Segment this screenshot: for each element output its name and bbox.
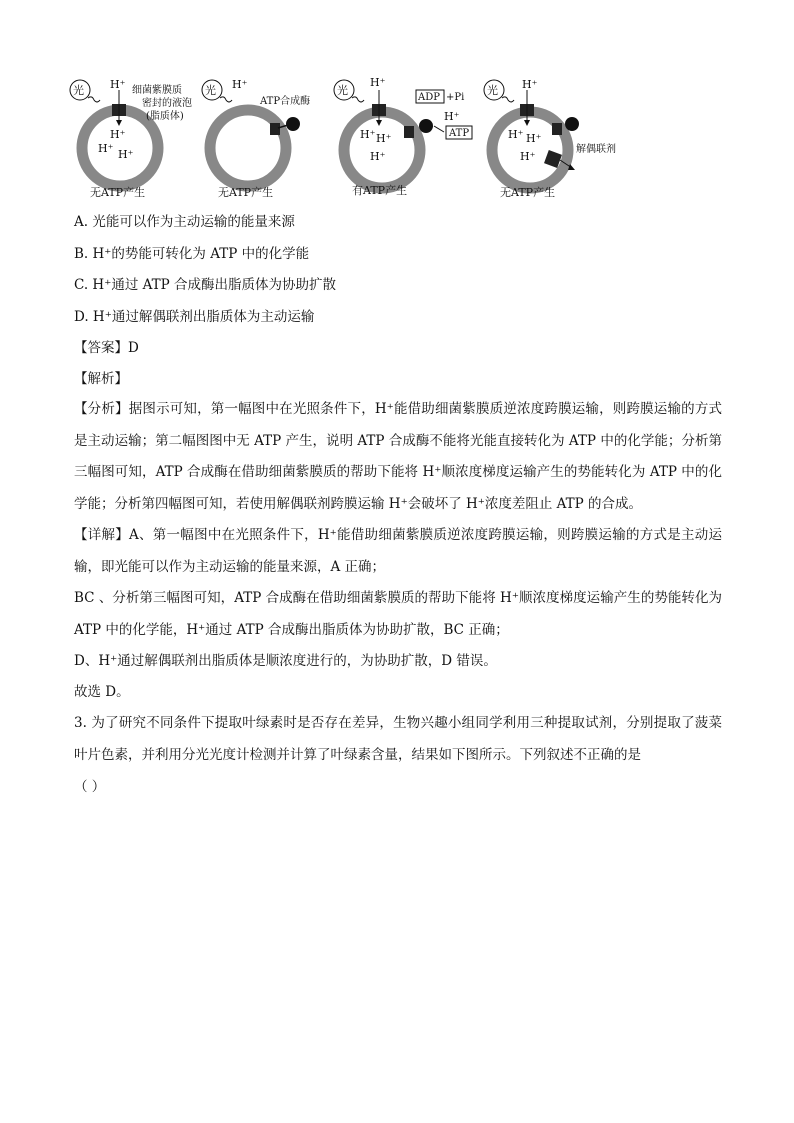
atp-synthase-head [419,119,433,133]
conclusion [74,677,722,709]
detail-paragraph-bc [74,583,722,646]
option-b: B. H⁺的势能可转化为 ATP 中的化学能 [74,246,310,262]
answer-value: D [128,340,139,356]
proton-label: H⁺ [232,78,248,91]
arrow-head-icon [524,120,530,126]
proton-label: H⁺ [522,78,538,91]
atp-synthase-head [565,117,579,131]
proton-inside: H⁺ [370,150,386,163]
answer-label: 【答案】 [74,340,128,356]
analysis-text: 据图示可知，第一幅图中在光照条件下，H⁺能借助细菌紫膜质逆浓度跨膜运输，则跨膜运输的方式是主动运输；第二幅图图中无 ATP 产生，说明 ATP 合成酶不能将光能直接转化为 ATP 中的化学能；分析第三幅图可知，ATP 合成酶在借助细菌紫膜质的帮助下能将 H⁺顺浓度梯度运输产生的势能转化为 ATP 中的化学能；分析第四幅图可知，若使用解偶联剂跨膜运输 H⁺会破坏了 H⁺浓度差阻止 ATP 的合成。 [74,401,723,512]
arrow-head-icon [376,120,382,126]
proton-inside: H⁺ [526,132,542,145]
light-label: 光 [73,84,84,97]
answer-line [74,339,734,357]
atp-synthase-base [552,123,562,135]
option-a: A. 光能可以作为主动运输的能量来源 [74,214,295,230]
light-wave-icon [220,97,232,102]
proton-inside: H⁺ [98,142,114,155]
proton-out-label: H⁺ [444,110,460,123]
panel-3 [334,76,472,197]
atp-synthase-head [286,117,300,131]
uncoupler-label: 解偶联剂 [576,144,616,155]
enzyme-label: ATP合成酶 [260,96,311,107]
option-d: D. H⁺通过解偶联剂出脂质体为主动运输 [74,309,315,325]
analysis-paragraph [74,394,722,520]
light-wave-icon [352,97,364,102]
light-wave-icon [88,97,100,102]
atp-synthesis-diagram [60,68,620,198]
analysis-label: 【分析】 [74,401,129,417]
vesicle-label: 密封的液泡 [142,98,192,109]
proton-inside: H⁺ [360,128,376,141]
light-wave-icon [502,97,514,102]
liposome-membrane [210,110,286,186]
detail-paragraph-d [74,646,722,678]
panel-4 [484,78,616,198]
light-label: 光 [487,84,498,97]
atp-synthase-base [404,126,414,138]
panel-caption: 有ATP产生 [352,184,408,197]
panel-caption: 无ATP产生 [500,186,556,198]
atp-arrow [434,126,444,132]
membrane-label: 细菌紫膜质 [132,85,182,96]
panel-1 [70,78,192,198]
proton-inside: H⁺ [110,128,126,141]
pi-label: +Pi [446,92,465,103]
atp-synthase-base [270,123,280,135]
proton-inside: H⁺ [508,128,524,141]
detail-label: 【详解】 [74,527,130,543]
question-3-blank: （ ） [74,779,106,795]
option-c: C. H⁺通过 ATP 合成酶出脂质体为协助扩散 [74,277,337,293]
proton-inside: H⁺ [520,150,536,163]
detail-text-bc: BC 、分析第三幅图可知，ATP 合成酶在借助细菌紫膜质的帮助下能将 H⁺顺浓度梯度运输产生的势能转化为 ATP 中的化学能，H⁺通过 ATP 合成酶出脂质体为协助扩散，BC 正确； [74,590,722,638]
light-label: 光 [337,84,348,97]
question-3-text: 3. 为了研究不同条件下提取叶绿素时是否存在差异，生物兴趣小组同学利用三种提取试剂，分别提取了菠菜叶片色素，并利用分光光度计检测并计算了叶绿素含量，结果如下图所示。下列叙述不正确的是 [74,715,722,763]
light-label: 光 [205,84,216,97]
panel-caption: 无ATP产生 [218,186,274,198]
liposome-label: (脂质体) [146,111,184,122]
adp-label: ADP [418,92,440,103]
panel-caption: 无ATP产生 [90,186,146,198]
question-3 [74,708,722,771]
detail-text-d: D、H⁺通过解偶联剂出脂质体是顺浓度进行的，为协助扩散，D 错误。 [74,653,497,669]
proton-inside: H⁺ [376,132,392,145]
proton-label: H⁺ [370,76,386,89]
atp-label: ATP [449,128,470,139]
detail-text-a: A、第一幅图中在光照条件下，H⁺能借助细菌紫膜质逆浓度跨膜运输，则跨膜运输的方式是主动运输，即光能可以作为主动运输的能量来源，A 正确； [74,527,722,575]
arrow-head-icon [116,120,122,126]
panel-2 [202,78,310,198]
proton-inside: H⁺ [118,148,134,161]
conclusion-text: 故选 D。 [74,684,130,700]
detail-paragraph-a [74,520,722,583]
proton-label: H⁺ [110,78,126,91]
analysis-header: 【解析】 [74,371,128,387]
